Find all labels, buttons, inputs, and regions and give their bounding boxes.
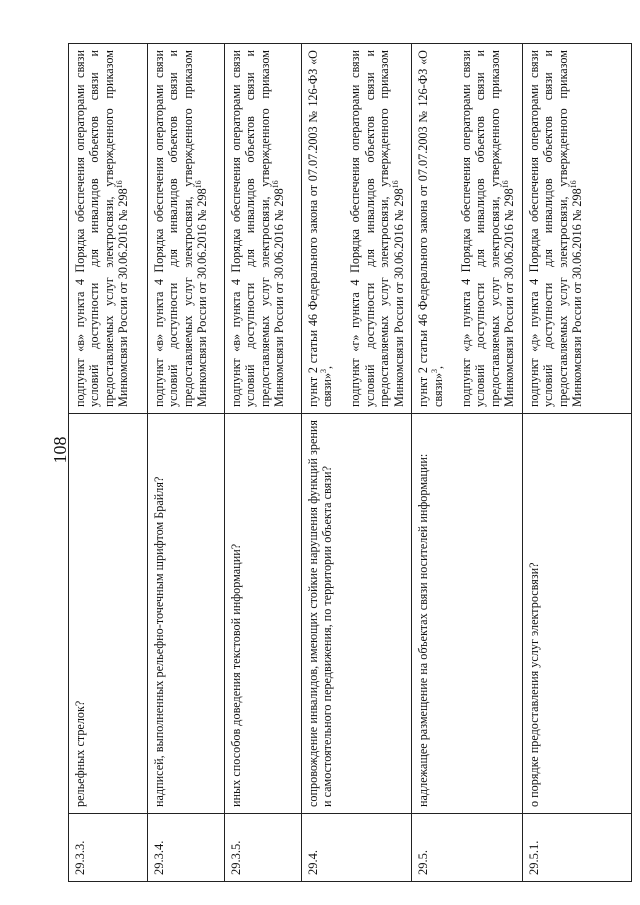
legal-reference: [527, 50, 585, 407]
page-number: 108: [50, 436, 70, 464]
legal-reference: [152, 50, 210, 407]
table-row: [412, 44, 523, 882]
reference-text: подпункт «в» пункта 4 Порядка обеспечения операторами связи условий доступности для инвалидов объектов связи и предоставляемых услуг электросвязи, утвержденного приказом Минкомсвязи России от 30.06.2016 № 298: [73, 50, 131, 407]
table-row: [301, 44, 412, 882]
footnote-marker: 16: [193, 180, 203, 189]
footnote-marker: 3: [318, 368, 328, 373]
legal-reference-cell: [147, 44, 224, 414]
reference-text: подпункт «д» пункта 4 Порядка обеспечения операторами связи условий доступности для инвалидов объектов связи и предоставляемых услуг электросвязи, утвержденного приказом Минкомсвязи России от 30.06.2016 № 298: [526, 50, 584, 407]
legal-reference: [73, 50, 131, 407]
legal-reference: [459, 50, 517, 407]
reference-text: пункт 2 статьи 46 Федерального закона от 07.07.2003 № 126-ФЗ «О связи»: [305, 50, 334, 407]
question-cell: о порядке предоставления услуг электросвязи?: [522, 414, 631, 814]
footnote-marker: 16: [270, 180, 280, 189]
legal-reference: [348, 50, 406, 407]
legal-reference-cell: [69, 44, 148, 414]
question-cell: надлежащее размещение на объектах связи носителей информации:: [412, 414, 523, 814]
question-cell: иных способов доведения текстовой информации?: [224, 414, 301, 814]
requirements-table: [68, 43, 632, 882]
footnote-marker: 16: [568, 180, 578, 189]
table-row: [522, 44, 631, 882]
row-number: 29.5.: [412, 814, 523, 882]
table-body: [69, 44, 632, 882]
row-number: 29.3.5.: [224, 814, 301, 882]
legal-reference-cell: [412, 44, 523, 414]
row-number: 29.5.1.: [522, 814, 631, 882]
reference-text: подпункт «в» пункта 4 Порядка обеспечения операторами связи условий доступности для инвалидов объектов связи и предоставляемых услуг электросвязи, утвержденного приказом Минкомсвязи России от 30.06.2016 № 298: [151, 50, 210, 407]
reference-text: подпункт «г» пункта 4 Порядка обеспечения операторами связи условий доступности для инвалидов объектов связи и предоставляемых услуг электросвязи, утвержденного приказом Минкомсвязи России от 30.06.2016 № 298: [348, 50, 406, 407]
footnote-marker: 16: [115, 180, 125, 189]
punctuation: ,: [319, 365, 334, 369]
rotated-table-container: [68, 44, 632, 882]
legal-reference-cell: [522, 44, 631, 414]
row-number: 29.3.3.: [69, 814, 148, 882]
legal-reference-cell: [301, 44, 412, 414]
reference-text: пункт 2 статьи 46 Федерального закона от 07.07.2003 № 126-ФЗ «О связи»: [416, 50, 445, 407]
row-number: 29.3.4.: [147, 814, 224, 882]
footnote-marker: 16: [390, 180, 400, 189]
row-number: 29.4.: [301, 814, 412, 882]
question-cell: рельефных стрелок?: [69, 414, 148, 814]
legal-reference: [306, 50, 335, 407]
footnote-marker: 16: [501, 180, 511, 189]
question-cell: сопровождение инвалидов, имеющих стойкие нарушения функций зрения и самостоятельного передвижения, по территории объекта связи?: [301, 414, 412, 814]
punctuation: ,: [430, 365, 445, 369]
reference-text: подпункт «в» пункта 4 Порядка обеспечения операторами связи условий доступности для инвалидов объектов связи и предоставляемых услуг электросвязи, утвержденного приказом Минкомсвязи России от 30.06.2016 № 298: [228, 50, 286, 407]
table-row: [69, 44, 148, 882]
legal-reference: [416, 50, 445, 407]
table-row: [147, 44, 224, 882]
footnote-marker: 3: [429, 368, 439, 373]
reference-text: подпункт «д» пункта 4 Порядка обеспечения операторами связи условий доступности для инвалидов объектов связи и предоставляемых услуг электросвязи, утвержденного приказом Минкомсвязи России от 30.06.2016 № 298: [458, 50, 517, 407]
legal-reference: [229, 50, 287, 407]
question-cell: надписей, выполненных рельефно-точечным шрифтом Брайля?: [147, 414, 224, 814]
table-row: [224, 44, 301, 882]
legal-reference-cell: [224, 44, 301, 414]
